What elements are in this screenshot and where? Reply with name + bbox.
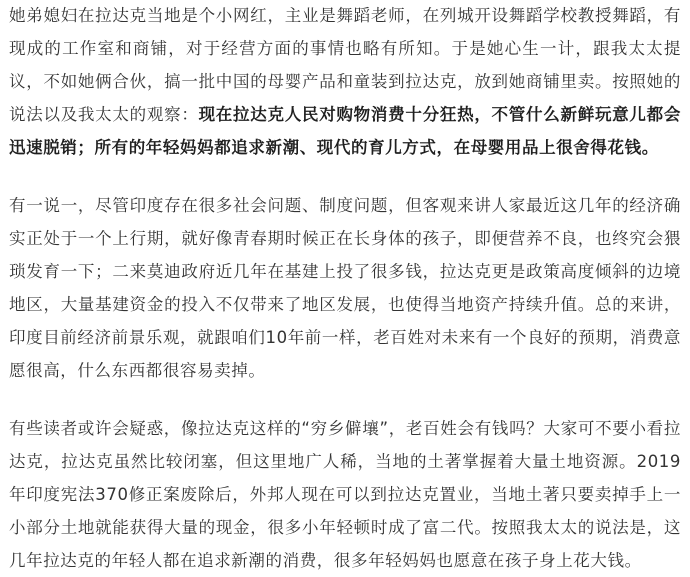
paragraph-3-text: 有些读者或许会疑惑，像拉达克这样的“穷乡僻壤”，老百姓会有钱吗？大家可不要小看拉达克，拉达克虽然比较闭塞，但这里地广人稀，当地的土著掌握着大量土地资源。2019年印度宪法370修正案废除后，外邦人现在可以到拉达克置业，当地土著只要卖掉手上一小部分土地就能获得大量的现金，很多小年轻顿时成了富二代。按照我太太的说法是，这几年拉达克的年轻人都在追求新潮的消费，很多年轻妈妈也愿意在孩子身上花大钱。 — [9, 419, 681, 570]
paragraph-1-text: 她弟媳妇在拉达克当地是个小网红，主业是舞蹈老师，在列城开设舞蹈学校教授舞蹈，有现成的工作室和商铺，对于经营方面的事情也略有所知。于是她心生一计，跟我太太提议，不如她俩合伙，搞一批中国的母婴产品和童装到拉达克，放到她商铺里卖。按照她的说法以及我太太的观察： — [9, 6, 681, 124]
paragraph-2 — [9, 189, 681, 387]
paragraph-1-bold-text: 现在拉达克人民对购物消费十分狂热，不管什么新鲜玩意儿都会迅速脱销；所有的年轻妈妈都追求新潮、现代的育儿方式，在母婴用品上很舍得花钱。 — [9, 105, 681, 157]
paragraph-1 — [9, 0, 681, 164]
article-body — [9, 0, 681, 577]
paragraph-3 — [9, 412, 681, 577]
paragraph-2-text: 有一说一，尽管印度存在很多社会问题、制度问题，但客观来讲人家最近这几年的经济确实正处于一个上行期，就好像青春期时候正在长身体的孩子，即便营养不良，也终究会猥琐发育一下；二来莫迪政府近几年在基建上投了很多钱，拉达克更是政策高度倾斜的边境地区，大量基建资金的投入不仅带来了地区发展，也使得当地资产持续升值。总的来讲，印度目前经济前景乐观，就跟咱们10年前一样，老百姓对未来有一个良好的预期，消费意愿很高，什么东西都很容易卖掉。 — [9, 196, 681, 380]
